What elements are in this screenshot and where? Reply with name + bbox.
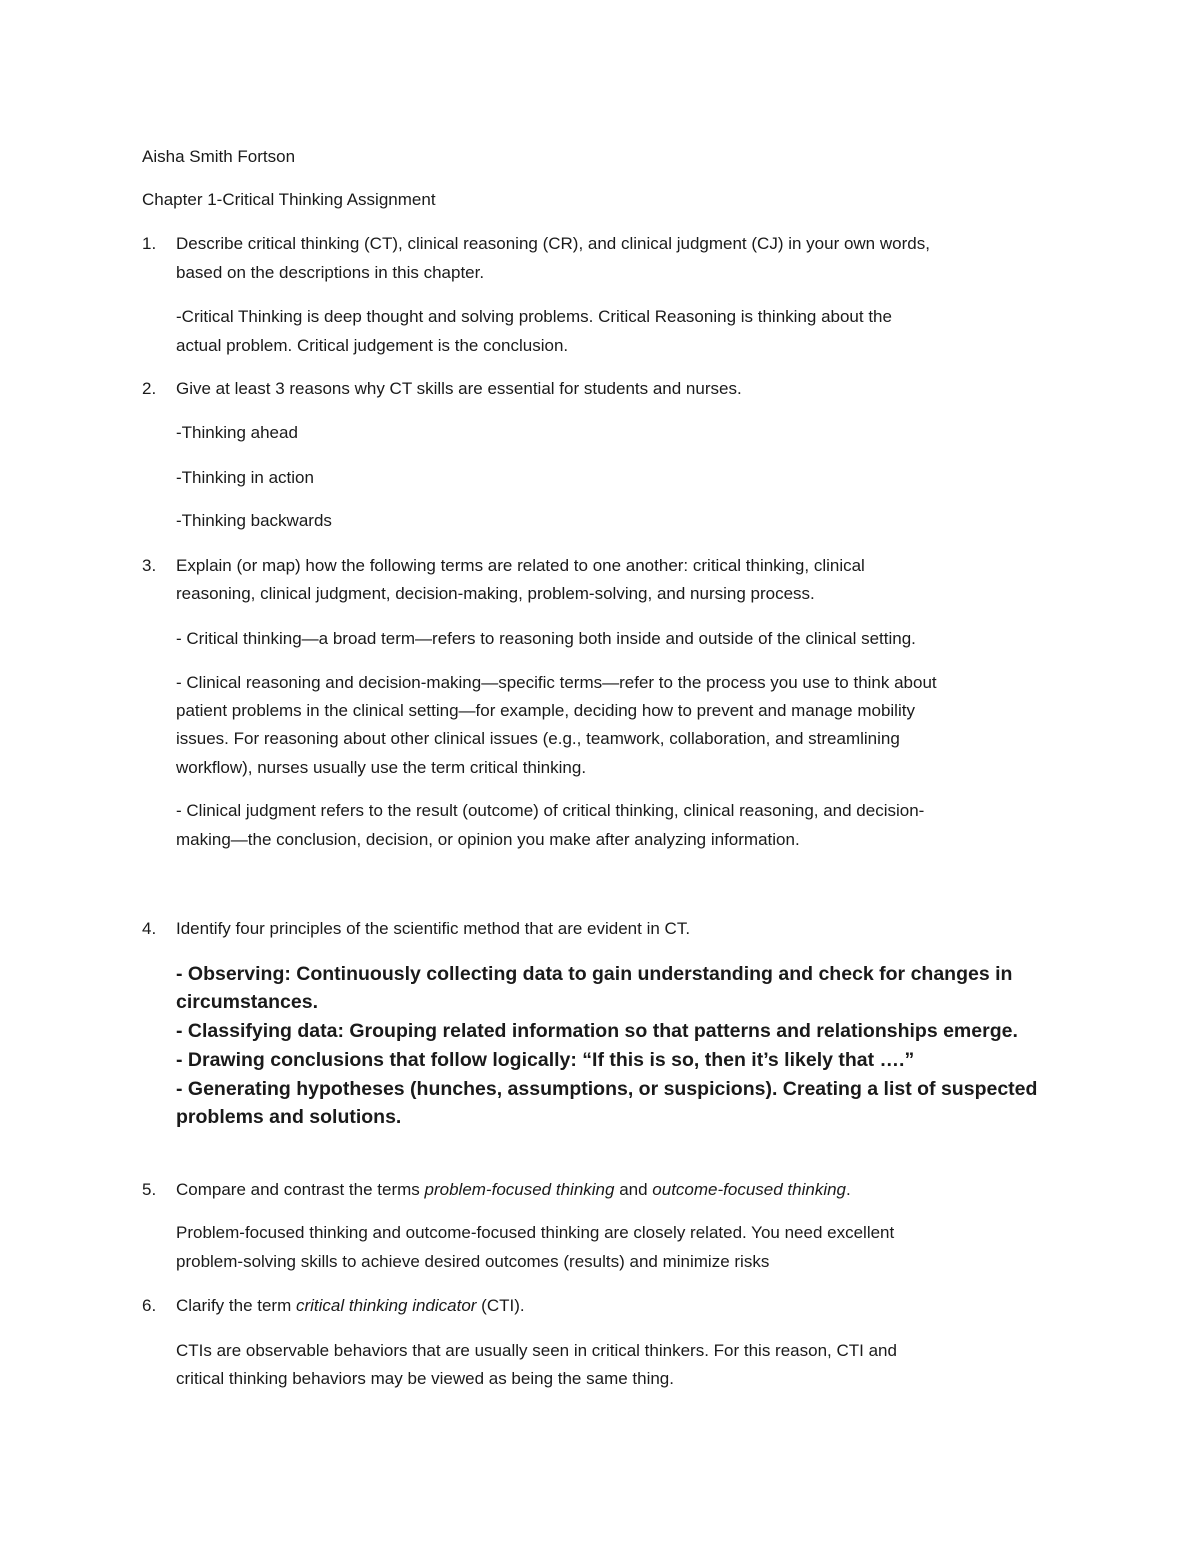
question-text-line: Compare and contrast the terms problem-focused thinking and outcome-focused thinking. xyxy=(176,1180,851,1199)
question-number: 6. xyxy=(142,1296,157,1315)
question-number: 1. xyxy=(142,234,157,253)
answer-line: - Classifying data: Grouping related information so that patterns and relationships emerge. xyxy=(176,1020,1018,1042)
question-number: 3. xyxy=(142,556,157,575)
answer-line: -Critical Thinking is deep thought and solving problems. Critical Reasoning is thinking about the xyxy=(176,307,892,326)
answer-line: - Critical thinking—a broad term—refers to reasoning both inside and outside of the clinical setting. xyxy=(176,629,916,648)
author-name: Aisha Smith Fortson xyxy=(142,147,296,166)
answer-line: - Clinical judgment refers to the result (outcome) of critical thinking, clinical reasoning, and decision- xyxy=(176,801,925,820)
answer-line: making—the conclusion, decision, or opinion you make after analyzing information. xyxy=(176,830,800,849)
answer-line: critical thinking behaviors may be viewed as being the same thing. xyxy=(176,1369,674,1388)
answer-line: problem-solving skills to achieve desired outcomes (results) and minimize risks xyxy=(176,1252,770,1271)
question-number: 2. xyxy=(142,379,157,398)
term-cti: critical thinking indicator xyxy=(295,1296,477,1315)
question-number: 4. xyxy=(142,919,157,938)
question-number: 5. xyxy=(142,1180,157,1199)
question-text-line: Clarify the term critical thinking indicator (CTI). xyxy=(176,1296,525,1315)
answer-line: circumstances. xyxy=(176,991,318,1013)
answer-line: CTIs are observable behaviors that are usually seen in critical thinkers. For this reason, CTI and xyxy=(176,1341,897,1360)
answer-line: -Thinking in action xyxy=(176,468,314,487)
question-text-line: Identify four principles of the scientific method that are evident in CT. xyxy=(176,919,691,938)
answer-line: actual problem. Critical judgement is the conclusion. xyxy=(176,336,569,355)
answer-line: - Clinical reasoning and decision-making—specific terms—refer to the process you use to think about xyxy=(176,673,937,692)
answer-line: -Thinking backwards xyxy=(176,511,332,530)
answer-line: issues. For reasoning about other clinical issues (e.g., teamwork, collaboration, and streamlining xyxy=(176,729,900,748)
answer-line: workflow), nurses usually use the term critical thinking. xyxy=(176,758,587,777)
answer-line: -Thinking ahead xyxy=(176,423,298,442)
question-text-line: Describe critical thinking (CT), clinical reasoning (CR), and clinical judgment (CJ) in your own words, xyxy=(176,234,930,253)
answer-line: - Drawing conclusions that follow logically: “If this is so, then it’s likely that ….” xyxy=(176,1049,915,1071)
assignment-title: Chapter 1-Critical Thinking Assignment xyxy=(142,190,436,209)
question-text-line: Give at least 3 reasons why CT skills are essential for students and nurses. xyxy=(176,379,742,398)
question-text-line: based on the descriptions in this chapter. xyxy=(176,263,485,282)
question-text-line: reasoning, clinical judgment, decision-making, problem-solving, and nursing process. xyxy=(176,584,815,603)
answer-line: - Generating hypotheses (hunches, assumptions, or suspicions). Creating a list of suspected xyxy=(176,1078,1038,1100)
answer-line: problems and solutions. xyxy=(176,1106,402,1128)
question-text-line: Explain (or map) how the following terms are related to one another: critical thinking, clinical xyxy=(176,556,865,575)
answer-line: patient problems in the clinical setting—for example, deciding how to prevent and manage mobility xyxy=(176,701,915,720)
answer-line: Problem-focused thinking and outcome-focused thinking are closely related. You need excellent xyxy=(176,1223,895,1242)
term-outcome-focused: outcome-focused thinking xyxy=(652,1180,847,1199)
answer-line: - Observing: Continuously collecting data to gain understanding and check for changes in xyxy=(176,963,1013,985)
term-problem-focused: problem-focused thinking xyxy=(424,1180,615,1199)
